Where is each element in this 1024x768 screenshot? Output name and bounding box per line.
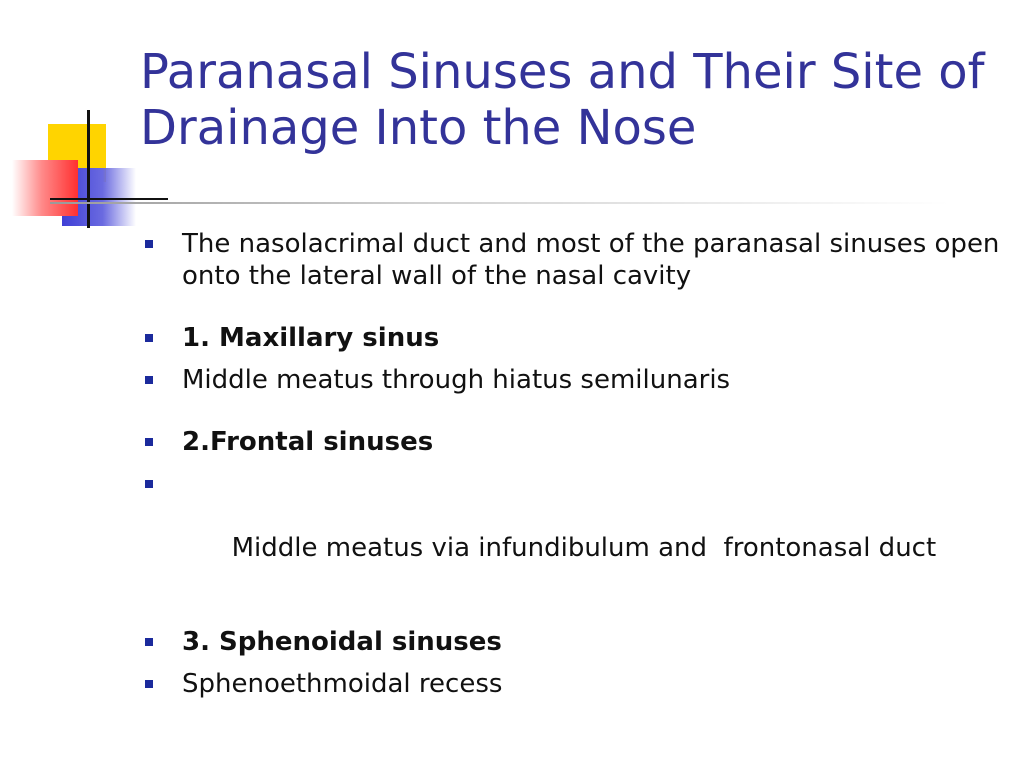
square-bullet-icon: [145, 680, 153, 688]
bullet-item-intro: [145, 228, 1015, 292]
bullet-text: 2.Frontal sinuses: [182, 427, 434, 457]
square-bullet-icon: [145, 376, 153, 384]
title-rule: [50, 202, 950, 204]
bullet-text: Middle meatus through hiatus semilunaris: [182, 365, 731, 395]
square-bullet-icon: [145, 334, 153, 342]
bullet-text: Middle meatus via infundibulum and frontonasal duct: [231, 533, 937, 563]
bullet-item-frontal-heading: [145, 426, 1015, 458]
square-bullet-icon: [145, 438, 153, 446]
bullet-item-maxillary-heading: [145, 322, 1015, 354]
slide-title: Paranasal Sinuses and Their Site of Drainage Into the Nose: [140, 44, 985, 156]
bullet-item-frontal-drainage: [145, 468, 1015, 596]
bullet-item-sphenoidal-heading: [145, 626, 1015, 658]
square-bullet-icon: [145, 638, 153, 646]
square-bullet-icon: [145, 480, 153, 488]
bullet-text: The nasolacrimal duct and most of the paranasal sinuses open onto the lateral wall of the nasal cavity: [182, 229, 1000, 291]
bullet-item-maxillary-drainage: [145, 364, 1015, 396]
bullet-item-sphenoidal-drainage: [145, 668, 1015, 700]
bullet-text: Sphenoethmoidal recess: [182, 669, 503, 699]
bullet-list: [145, 228, 1015, 700]
bullet-text: 3. Sphenoidal sinuses: [182, 627, 502, 657]
square-bullet-icon: [145, 240, 153, 248]
bullet-text: 1. Maxillary sinus: [182, 323, 440, 353]
